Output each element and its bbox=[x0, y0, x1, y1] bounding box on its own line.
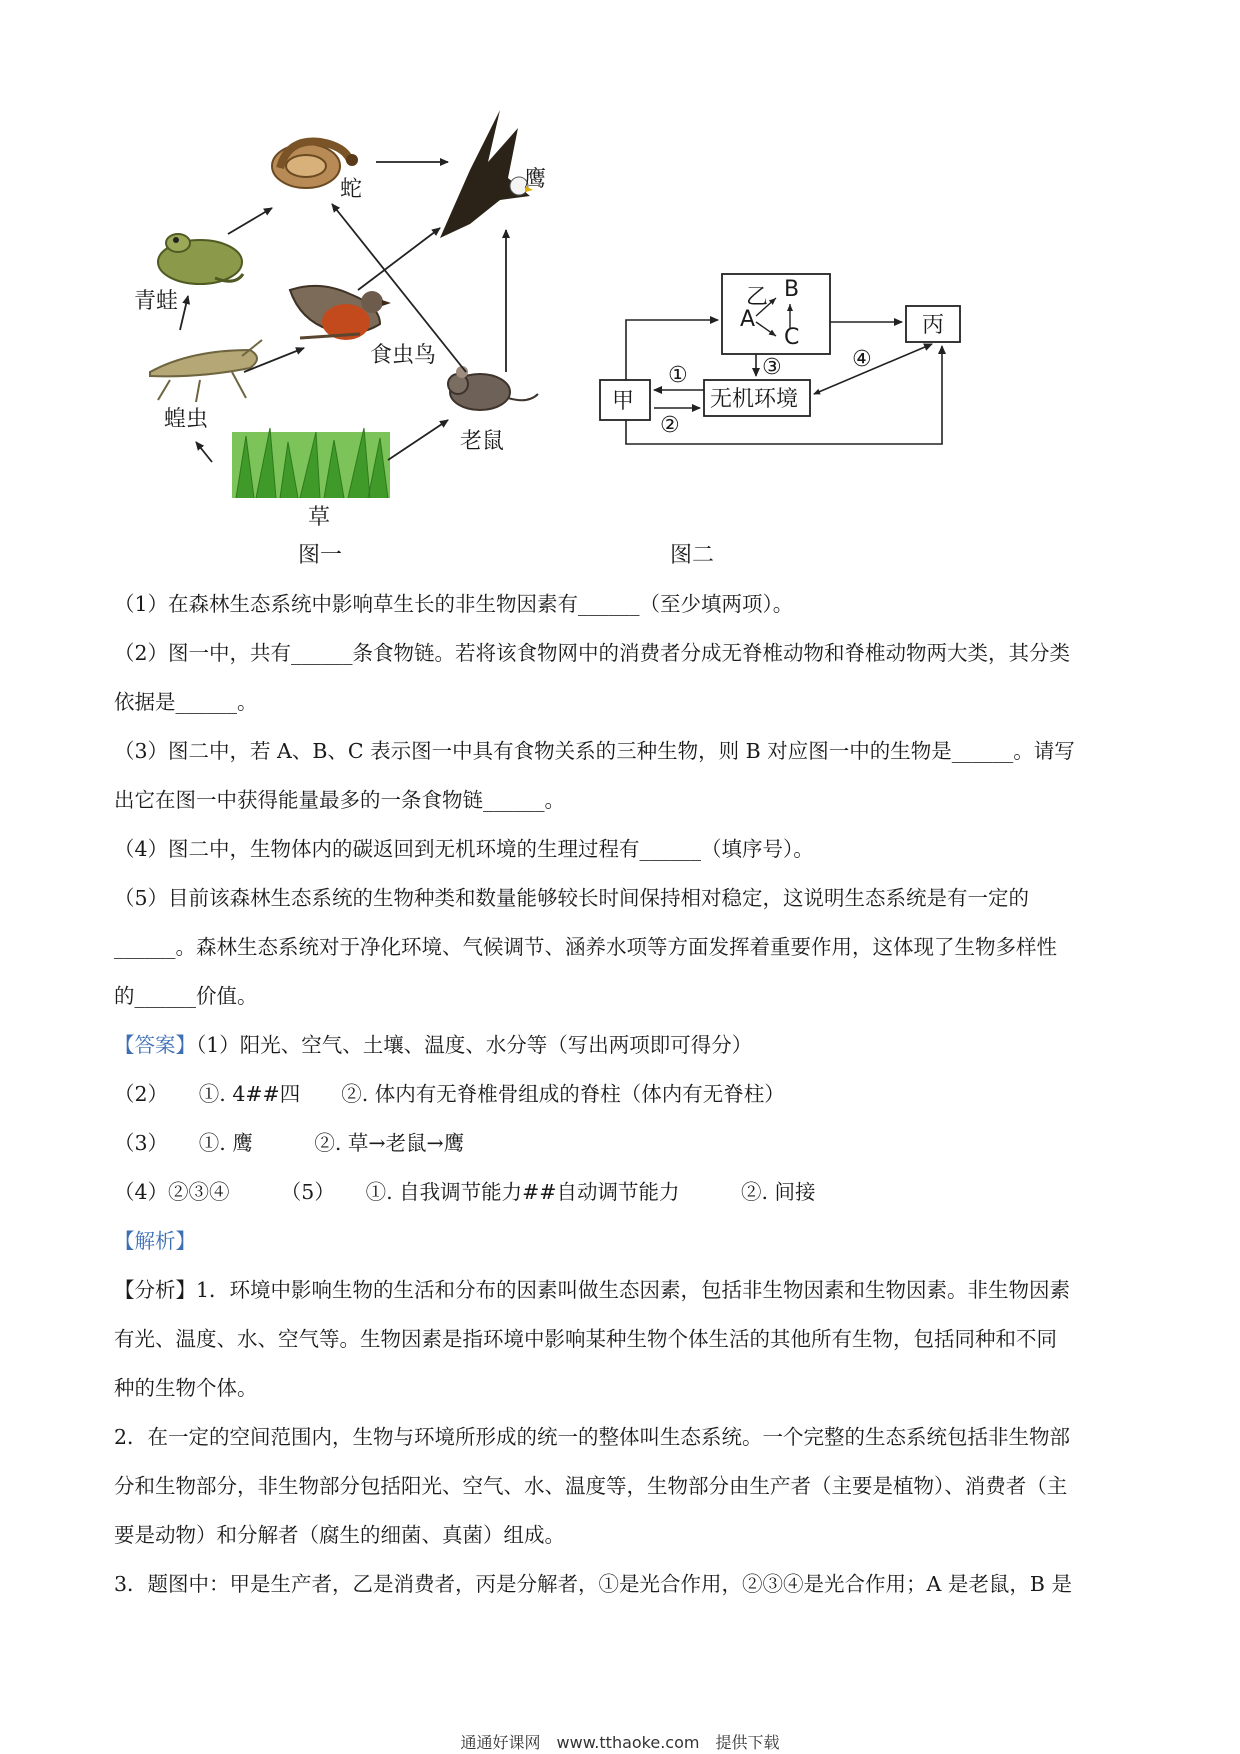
analysis-tag: 【解析】 bbox=[114, 1229, 196, 1253]
question-line: 的______价值。 bbox=[114, 984, 258, 1008]
analysis-line: 要是动物）和分解者（腐生的细菌、真菌）组成。 bbox=[114, 1523, 565, 1547]
question-line: （3）图二中，若 A、B、C 表示图一中具有食物关系的三种生物，则 B 对应图一中的生物是______。请写 bbox=[114, 739, 1075, 763]
node-a: A bbox=[740, 307, 756, 332]
node-environment: 无机环境 bbox=[710, 387, 799, 412]
answer-line-1: 【答案】（1）阳光、空气、土壤、温度、水分等（写出两项即可得分） bbox=[114, 1033, 753, 1057]
label-snake: 蛇 bbox=[340, 177, 363, 202]
answer-line-3: （3） ①. 鹰 ②. 草→老鼠→鹰 bbox=[114, 1131, 465, 1155]
marker-2: ② bbox=[660, 413, 680, 438]
node-jia: 甲 bbox=[612, 389, 635, 414]
node-yi: 乙 bbox=[746, 285, 769, 310]
question-block bbox=[114, 580, 1134, 1609]
question-line: （5）目前该森林生态系统的生物种类和数量能够较长时间保持相对稳定，这说明生态系统是有一定的 bbox=[114, 886, 1030, 910]
question-line: （2）图一中，共有______条食物链。若将该食物网中的消费者分成无脊椎动物和脊椎动物两大类，其分类 bbox=[114, 641, 1071, 665]
node-c: C bbox=[784, 325, 800, 350]
label-eagle: 鹰 bbox=[524, 167, 547, 192]
label-bird: 食虫鸟 bbox=[370, 343, 437, 368]
analysis-line: 分和生物部分，非生物部分包括阳光、空气、水、温度等，生物部分由生产者（主要是植物）、消费者（主 bbox=[114, 1474, 1068, 1498]
question-line: ______。森林生态系统对于净化环境、气候调节、涵养水项等方面发挥着重要作用，这体现了生物多样性 bbox=[114, 935, 1057, 959]
figure2-caption: 图二 bbox=[670, 543, 715, 568]
analysis-line: 种的生物个体。 bbox=[114, 1376, 258, 1400]
question-line: （4）图二中，生物体内的碳返回到无机环境的生理过程有______（填序号）。 bbox=[114, 837, 814, 861]
analysis-line: 【分析】1．环境中影响生物的生活和分布的因素叫做生态因素，包括非生物因素和生物因素。非生物因素 bbox=[114, 1278, 1071, 1302]
node-b: B bbox=[784, 277, 800, 302]
marker-3: ③ bbox=[762, 355, 782, 380]
answer-line-4: （4）②③④ （5） ①. 自我调节能力##自动调节能力 ②. 间接 bbox=[114, 1180, 816, 1204]
page-footer: 通通好课网 www.tthaoke.com 提供下载 bbox=[460, 1733, 780, 1752]
figure1-caption: 图一 bbox=[298, 543, 343, 568]
label-grass: 草 bbox=[308, 505, 331, 530]
insectivorous-bird-picture bbox=[290, 286, 391, 340]
label-locust: 蝗虫 bbox=[164, 407, 209, 432]
answer-line-2: （2） ①. 4##四 ②. 体内有无脊椎骨组成的脊柱（体内有无脊柱） bbox=[114, 1082, 785, 1106]
label-mouse: 老鼠 bbox=[460, 429, 505, 454]
mouse-picture bbox=[448, 366, 538, 410]
eagle-picture bbox=[440, 110, 533, 238]
frog-picture bbox=[158, 234, 243, 284]
analysis-line: 2．在一定的空间范围内，生物与环境所形成的统一的整体叫生态系统。一个完整的生态系统包括非生物部 bbox=[114, 1425, 1071, 1449]
figures bbox=[0, 0, 1240, 580]
food-web-diagram bbox=[134, 110, 546, 568]
question-line: （1）在森林生态系统中影响草生长的非生物因素有______（至少填两项）。 bbox=[114, 592, 794, 616]
marker-4: ④ bbox=[852, 347, 872, 372]
node-bing: 丙 bbox=[922, 313, 945, 338]
marker-1: ① bbox=[668, 363, 688, 388]
carbon-cycle-diagram bbox=[600, 274, 960, 568]
label-frog: 青蛙 bbox=[134, 289, 179, 314]
grass-picture bbox=[232, 428, 390, 498]
question-line: 依据是______。 bbox=[114, 690, 258, 714]
question-line: 出它在图一中获得能量最多的一条食物链______。 bbox=[114, 788, 565, 812]
box-yi bbox=[722, 274, 830, 354]
analysis-line: 有光、温度、水、空气等。生物因素是指环境中影响某种生物个体生活的其他所有生物，包括同种和不同 bbox=[114, 1327, 1057, 1351]
analysis-line: 3．题图中：甲是生产者，乙是消费者，丙是分解者，①是光合作用，②③④是光合作用；A 是老鼠，B 是 bbox=[114, 1572, 1072, 1596]
answer-tag: 【答案】 bbox=[114, 1033, 196, 1057]
